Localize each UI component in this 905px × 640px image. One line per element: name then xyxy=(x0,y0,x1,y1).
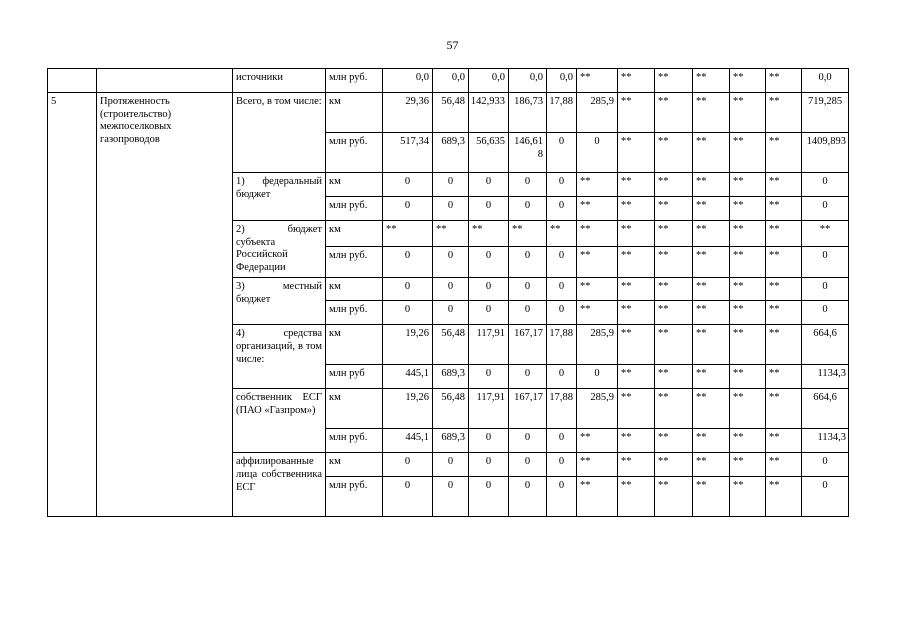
value-cell: 0 xyxy=(509,453,547,477)
unit-cell: км xyxy=(326,325,383,365)
value-cell: ** xyxy=(618,278,655,301)
value-cell: ** xyxy=(655,93,693,133)
value-cell: 56,48 xyxy=(433,93,469,133)
total-cell: ** xyxy=(802,221,849,247)
value-cell: ** xyxy=(655,133,693,173)
value-cell: 0 xyxy=(433,477,469,517)
value-cell: ** xyxy=(693,325,730,365)
unit-cell: млн руб. xyxy=(326,246,383,278)
value-cell: ** xyxy=(766,429,802,453)
value-cell: ** xyxy=(618,429,655,453)
source-description-cell: Всего, в том числе: xyxy=(233,93,326,173)
value-cell: ** xyxy=(730,365,766,389)
value-cell: ** xyxy=(655,278,693,301)
value-cell: 0 xyxy=(509,278,547,301)
unit-cell: млн руб xyxy=(326,365,383,389)
value-cell: 0 xyxy=(547,453,577,477)
indicator-name-cell xyxy=(97,69,233,93)
value-cell: 0 xyxy=(469,477,509,517)
value-cell: ** xyxy=(577,197,618,221)
value-cell: 142,933 xyxy=(469,93,509,133)
value-cell: ** xyxy=(618,325,655,365)
value-cell: ** xyxy=(730,278,766,301)
value-cell: ** xyxy=(693,389,730,429)
value-cell: ** xyxy=(766,93,802,133)
value-cell: 0 xyxy=(469,453,509,477)
value-cell: 17,88 xyxy=(547,93,577,133)
value-cell: 0 xyxy=(577,133,618,173)
page-number: 57 xyxy=(446,38,459,52)
value-cell: 0 xyxy=(433,173,469,197)
value-cell: ** xyxy=(383,221,433,247)
value-cell: 0 xyxy=(383,197,433,221)
value-cell: ** xyxy=(766,389,802,429)
value-cell: ** xyxy=(655,477,693,517)
value-cell: 0 xyxy=(547,278,577,301)
unit-cell: млн руб. xyxy=(326,197,383,221)
value-cell: ** xyxy=(693,173,730,197)
value-cell: ** xyxy=(693,246,730,278)
value-cell: 0 xyxy=(547,301,577,325)
value-cell: 17,88 xyxy=(547,389,577,429)
value-cell: 0 xyxy=(577,365,618,389)
indicator-table xyxy=(47,68,849,517)
value-cell: ** xyxy=(693,69,730,93)
value-cell: ** xyxy=(547,221,577,247)
value-cell: 19,26 xyxy=(383,325,433,365)
value-cell: 0 xyxy=(383,477,433,517)
total-cell: 0 xyxy=(802,453,849,477)
value-cell: 0 xyxy=(469,173,509,197)
value-cell: 0 xyxy=(509,365,547,389)
value-cell: 0 xyxy=(433,301,469,325)
value-cell: 517,34 xyxy=(383,133,433,173)
value-cell: ** xyxy=(693,453,730,477)
value-cell: 0 xyxy=(383,453,433,477)
value-cell: ** xyxy=(766,197,802,221)
source-description-cell: 2) бюджет субъекта Российской Федерации xyxy=(233,221,326,278)
value-cell: 0 xyxy=(547,197,577,221)
value-cell: 0 xyxy=(383,246,433,278)
total-cell: 1134,3 xyxy=(802,365,849,389)
unit-cell: км xyxy=(326,173,383,197)
value-cell: ** xyxy=(618,221,655,247)
value-cell: ** xyxy=(618,453,655,477)
value-cell: 445,1 xyxy=(383,365,433,389)
value-cell: 0 xyxy=(383,301,433,325)
value-cell: ** xyxy=(766,221,802,247)
table-row xyxy=(48,93,849,133)
value-cell: ** xyxy=(577,246,618,278)
value-cell: ** xyxy=(766,133,802,173)
value-cell: ** xyxy=(730,133,766,173)
total-cell: 0 xyxy=(802,173,849,197)
value-cell: ** xyxy=(577,477,618,517)
source-description-cell: 3) местный бюджет xyxy=(233,278,326,325)
total-cell: 1134,3 xyxy=(802,429,849,453)
value-cell: 445,1 xyxy=(383,429,433,453)
value-cell: 689,3 xyxy=(433,133,469,173)
total-cell: 664,6 xyxy=(802,389,849,429)
value-cell: ** xyxy=(618,173,655,197)
unit-cell: км xyxy=(326,278,383,301)
total-cell: 0 xyxy=(802,301,849,325)
value-cell: 19,26 xyxy=(383,389,433,429)
value-cell: ** xyxy=(693,197,730,221)
value-cell: 0 xyxy=(469,246,509,278)
value-cell: ** xyxy=(730,93,766,133)
value-cell: ** xyxy=(766,453,802,477)
value-cell: 167,17 xyxy=(509,389,547,429)
value-cell: ** xyxy=(693,301,730,325)
value-cell: 0 xyxy=(509,246,547,278)
value-cell: ** xyxy=(655,301,693,325)
unit-cell: км xyxy=(326,93,383,133)
value-cell: ** xyxy=(655,389,693,429)
value-cell: ** xyxy=(618,133,655,173)
source-description-cell: аффилированные лица собственника ЕСГ xyxy=(233,453,326,517)
value-cell: ** xyxy=(655,69,693,93)
value-cell: ** xyxy=(766,246,802,278)
value-cell: ** xyxy=(618,477,655,517)
value-cell: ** xyxy=(577,69,618,93)
value-cell: ** xyxy=(730,453,766,477)
value-cell: 689,3 xyxy=(433,365,469,389)
value-cell: 0 xyxy=(383,173,433,197)
value-cell: ** xyxy=(766,173,802,197)
unit-cell: млн руб. xyxy=(326,429,383,453)
table-row xyxy=(48,69,849,93)
value-cell: ** xyxy=(577,453,618,477)
value-cell: ** xyxy=(730,246,766,278)
value-cell: 0 xyxy=(547,477,577,517)
value-cell: ** xyxy=(730,221,766,247)
unit-cell: млн руб. xyxy=(326,301,383,325)
unit-cell: км xyxy=(326,221,383,247)
value-cell: 0,0 xyxy=(433,69,469,93)
value-cell: 0 xyxy=(469,429,509,453)
value-cell: 56,48 xyxy=(433,325,469,365)
source-description-cell: 1) федеральный бюджет xyxy=(233,173,326,221)
value-cell: 0 xyxy=(547,429,577,453)
total-cell: 0 xyxy=(802,246,849,278)
unit-cell: млн руб. xyxy=(326,133,383,173)
value-cell: 56,48 xyxy=(433,389,469,429)
value-cell: ** xyxy=(655,246,693,278)
value-cell: 117,91 xyxy=(469,389,509,429)
value-cell: 689,3 xyxy=(433,429,469,453)
value-cell: ** xyxy=(693,365,730,389)
value-cell: ** xyxy=(655,173,693,197)
value-cell: 0 xyxy=(509,429,547,453)
value-cell: ** xyxy=(577,221,618,247)
value-cell: ** xyxy=(655,197,693,221)
value-cell: 0 xyxy=(509,197,547,221)
unit-cell: млн руб. xyxy=(326,69,383,93)
indicator-name-cell: Протяженность (строительство) межпоселковых газопроводов xyxy=(97,93,233,517)
value-cell: ** xyxy=(730,301,766,325)
unit-cell: км xyxy=(326,389,383,429)
value-cell: 285,9 xyxy=(577,325,618,365)
value-cell: 146,618 xyxy=(509,133,547,173)
value-cell: ** xyxy=(655,429,693,453)
value-cell: ** xyxy=(730,173,766,197)
value-cell: 186,73 xyxy=(509,93,547,133)
value-cell: 0 xyxy=(469,278,509,301)
value-cell: ** xyxy=(469,221,509,247)
value-cell: 285,9 xyxy=(577,389,618,429)
value-cell: 167,17 xyxy=(509,325,547,365)
value-cell: ** xyxy=(618,69,655,93)
total-cell: 664,6 xyxy=(802,325,849,365)
value-cell: 0 xyxy=(469,197,509,221)
value-cell: ** xyxy=(693,93,730,133)
value-cell: ** xyxy=(618,301,655,325)
total-cell: 0 xyxy=(802,278,849,301)
value-cell: ** xyxy=(655,325,693,365)
value-cell: 0 xyxy=(433,453,469,477)
value-cell: ** xyxy=(509,221,547,247)
source-description-cell: собственник ЕСГ (ПАО «Газпром») xyxy=(233,389,326,453)
value-cell: ** xyxy=(577,278,618,301)
value-cell: ** xyxy=(577,301,618,325)
unit-cell: км xyxy=(326,453,383,477)
value-cell: ** xyxy=(618,93,655,133)
value-cell: ** xyxy=(693,221,730,247)
value-cell: ** xyxy=(730,69,766,93)
value-cell: ** xyxy=(766,69,802,93)
value-cell: ** xyxy=(766,278,802,301)
source-description-cell: 4) средства организаций, в том числе: xyxy=(233,325,326,389)
value-cell: ** xyxy=(693,429,730,453)
value-cell: ** xyxy=(618,246,655,278)
total-cell: 0 xyxy=(802,477,849,517)
value-cell: ** xyxy=(766,301,802,325)
value-cell: ** xyxy=(577,173,618,197)
total-cell: 0 xyxy=(802,197,849,221)
total-cell: 0,0 xyxy=(802,69,849,93)
value-cell: 0 xyxy=(469,301,509,325)
value-cell: 56,635 xyxy=(469,133,509,173)
value-cell: 0 xyxy=(383,278,433,301)
value-cell: 29,36 xyxy=(383,93,433,133)
value-cell: 0 xyxy=(547,173,577,197)
value-cell: 0 xyxy=(433,246,469,278)
value-cell: ** xyxy=(730,429,766,453)
total-cell: 719,285 xyxy=(802,93,849,133)
value-cell: ** xyxy=(693,278,730,301)
row-number-cell: 5 xyxy=(48,93,97,517)
value-cell: ** xyxy=(730,197,766,221)
value-cell: 285,9 xyxy=(577,93,618,133)
value-cell: 0 xyxy=(509,301,547,325)
value-cell: ** xyxy=(766,325,802,365)
value-cell: 0 xyxy=(547,365,577,389)
value-cell: ** xyxy=(655,221,693,247)
value-cell: 0 xyxy=(433,197,469,221)
value-cell: 0 xyxy=(433,278,469,301)
value-cell: ** xyxy=(618,389,655,429)
value-cell: 0,0 xyxy=(383,69,433,93)
value-cell: ** xyxy=(693,133,730,173)
source-description-cell: источники xyxy=(233,69,326,93)
value-cell: 0,0 xyxy=(469,69,509,93)
value-cell: 0 xyxy=(469,365,509,389)
value-cell: 17,88 xyxy=(547,325,577,365)
value-cell: ** xyxy=(618,197,655,221)
value-cell: 0 xyxy=(509,173,547,197)
value-cell: ** xyxy=(655,365,693,389)
unit-cell: млн руб. xyxy=(326,477,383,517)
table-body xyxy=(48,69,849,517)
row-number-cell xyxy=(48,69,97,93)
value-cell: ** xyxy=(730,389,766,429)
total-cell: 1409,893 xyxy=(802,133,849,173)
value-cell: 0 xyxy=(547,246,577,278)
value-cell: ** xyxy=(693,477,730,517)
value-cell: ** xyxy=(577,429,618,453)
value-cell: ** xyxy=(433,221,469,247)
value-cell: 0 xyxy=(547,133,577,173)
value-cell: ** xyxy=(766,477,802,517)
value-cell: 0,0 xyxy=(547,69,577,93)
value-cell: 0,0 xyxy=(509,69,547,93)
value-cell: ** xyxy=(730,325,766,365)
value-cell: ** xyxy=(655,453,693,477)
value-cell: ** xyxy=(766,365,802,389)
value-cell: ** xyxy=(618,365,655,389)
value-cell: 0 xyxy=(509,477,547,517)
value-cell: 117,91 xyxy=(469,325,509,365)
value-cell: ** xyxy=(730,477,766,517)
